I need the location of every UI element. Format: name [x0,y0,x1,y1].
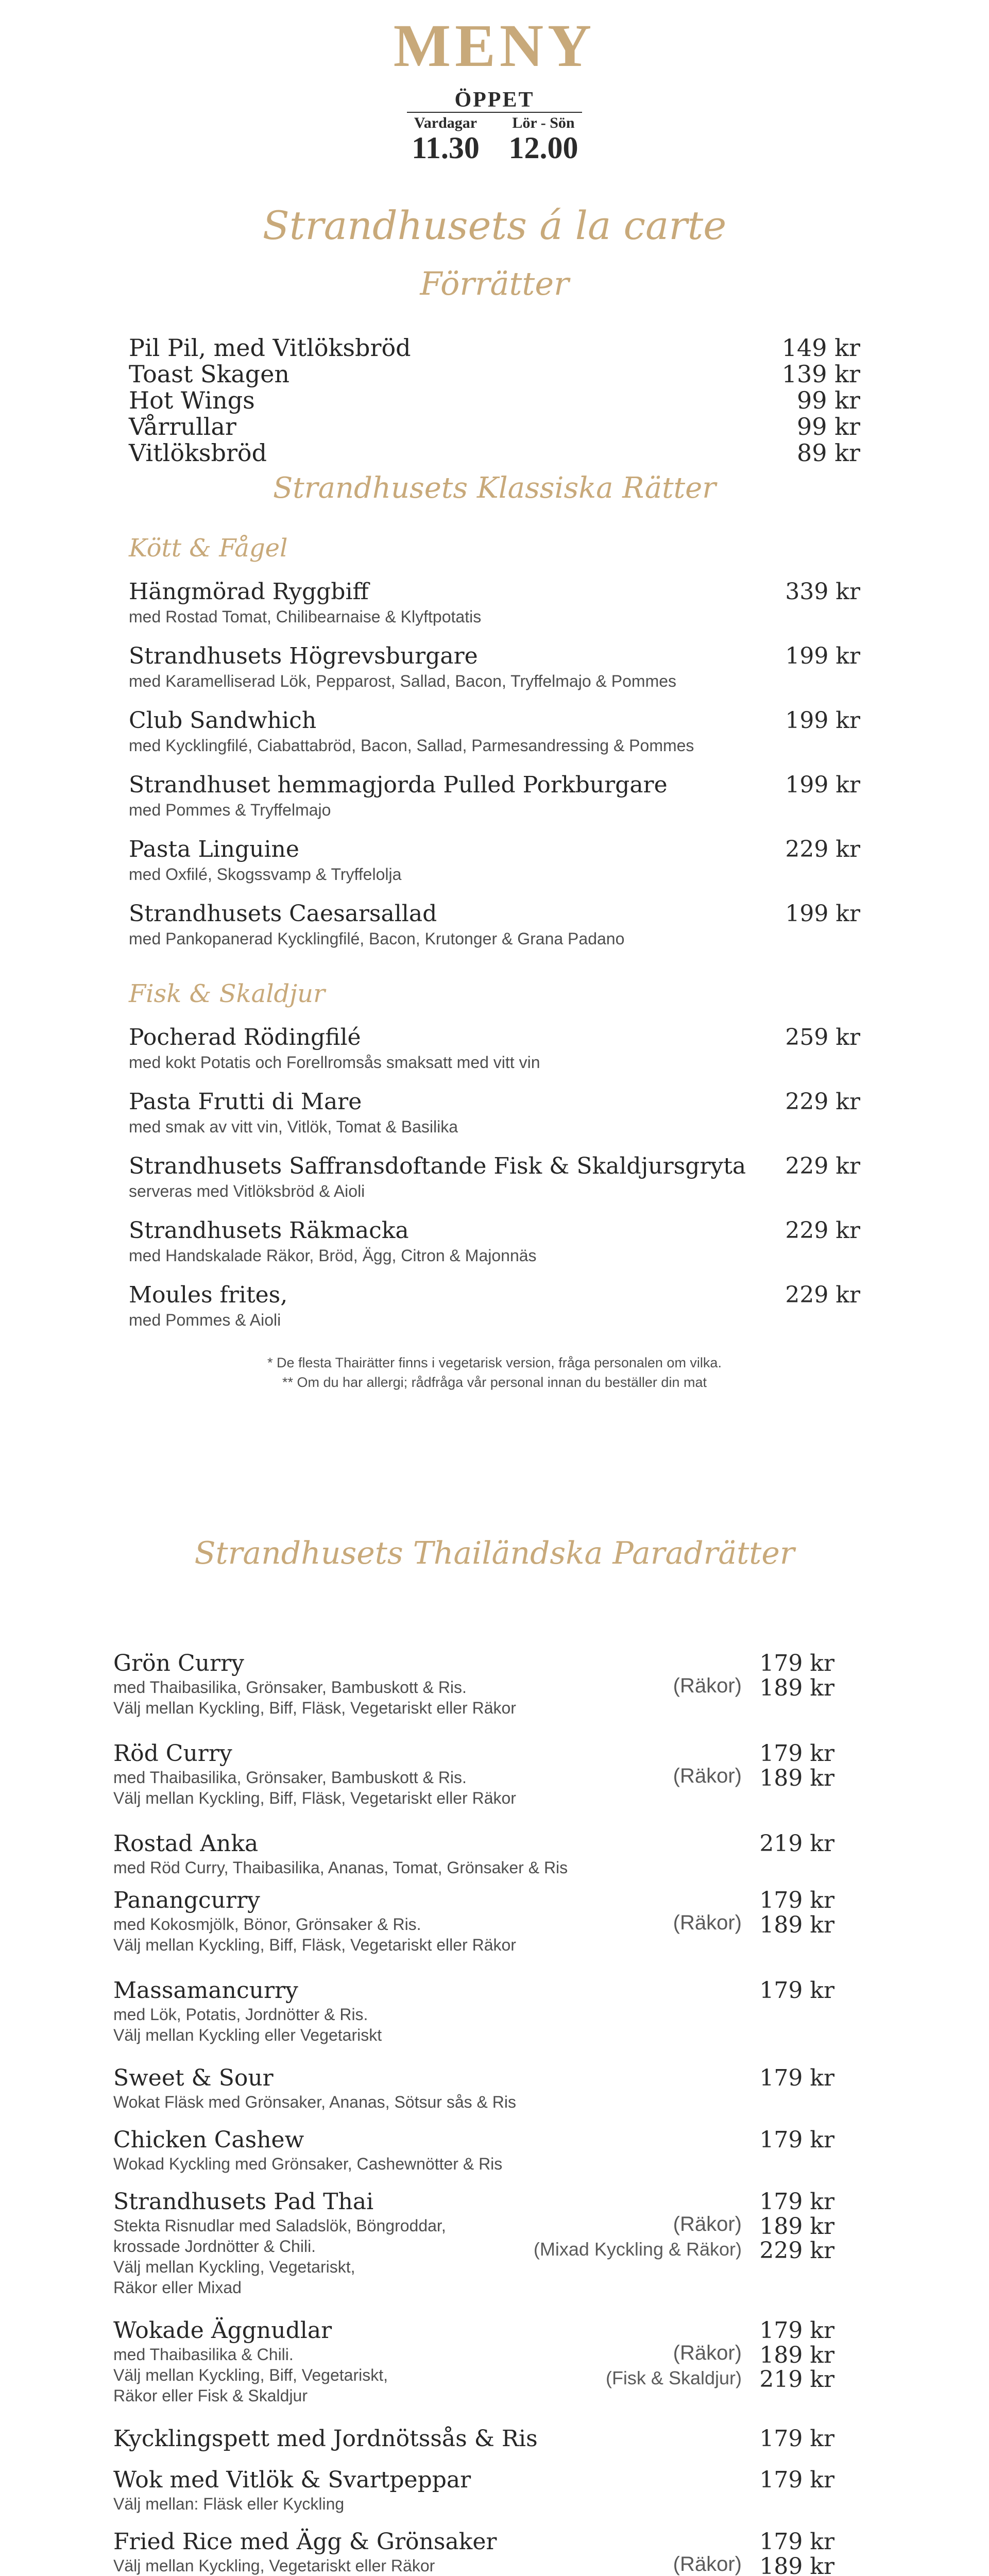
item-prices [759,2468,834,2493]
classic-heading: Strandhusets Klassiska Rätter [272,471,717,505]
item-name: Pil Pil, med Vitlöksbröd [129,334,411,362]
menu-item [113,2128,834,2179]
item-description: Välj mellan Kyckling, Biff, Fläsk, Vegetariskt eller Räkor [113,1789,516,1807]
menu-item [113,1888,834,1965]
price-note: (Räkor) [673,2213,742,2235]
menu-item [129,580,860,636]
item-description: med Pommes & Aioli [129,1311,281,1329]
list-item [129,414,860,440]
item-price: 189 kr [759,2342,834,2368]
item-name: Rostad Anka [113,1831,259,1857]
price-note: (Räkor) [673,1765,742,1787]
menu-item [129,1154,860,1211]
fish-heading: Fisk & Skaldjur [129,979,326,1008]
item-description: Välj mellan Kyckling, Biff, Vegetariskt, [113,2366,388,2384]
menu-item [113,1832,834,1883]
item-description: Räkor eller Fisk & Skaldjur [113,2386,308,2405]
item-description: serveras med Vitlöksbröd & Aioli [129,1182,365,1200]
item-price: 229 kr [785,1282,860,1308]
item-description: Wokad Kyckling med Grönsaker, Cashewnötter & Ris [113,2155,503,2173]
item-description: krossade Jordnötter & Chili. [113,2237,316,2256]
item-price: 179 kr [759,1650,834,1676]
item-price: 219 kr [759,2366,834,2393]
price-note: (Räkor) [673,2553,742,2575]
menu-item [129,1218,860,1275]
item-price: 179 kr [759,2317,834,2344]
weekdays-label: Vardagar [414,114,478,131]
item-price: 179 kr [759,2065,834,2091]
menu-item [129,902,860,958]
item-name: Club Sandwhich [129,707,317,734]
item-description: Räkor eller Mixad [113,2278,242,2297]
item-price: 199 kr [785,772,860,798]
menu-item [129,1025,860,1082]
item-description: med Handskalade Räkor, Bröd, Ägg, Citron & Majonnäs [129,1246,537,1265]
menu-item [113,2427,834,2458]
menu-item [113,1741,834,1819]
item-name: Toast Skagen [129,360,290,388]
item-name: Strandhusets Caesarsallad [129,901,437,927]
price-note: (Räkor) [673,2342,742,2364]
menu-item [129,1090,860,1146]
item-name: Grön Curry [113,1650,244,1676]
item-description: med Oxfilé, Skogssvamp & Tryffelolja [129,865,402,884]
item-name: Wok med Vitlök & Svartpeppar [113,2467,471,2493]
item-price: 179 kr [759,2426,834,2452]
item-price: 229 kr [759,2238,834,2264]
item-price: 229 kr [785,1153,860,1179]
item-description: med smak av vitt vin, Vitlök, Tomat & Basilika [129,1117,458,1136]
item-prices [759,2530,834,2576]
alacarte-heading: Strandhusets á la carte [262,202,727,248]
list-item [129,387,860,414]
item-prices [759,1978,834,2003]
price-note: (Räkor) [673,1674,742,1697]
item-description: med Röd Curry, Thaibasilika, Ananas, Tomat, Grönsaker & Ris [113,1858,568,1877]
item-name: Panangcurry [113,1887,260,1913]
menu-item [129,708,860,765]
item-description: Välj mellan Kyckling, Vegetariskt eller Räkor [113,2556,435,2575]
item-price: 229 kr [785,1089,860,1115]
item-name: Pasta Frutti di Mare [129,1089,362,1115]
item-description: med Kokosmjölk, Bönor, Grönsaker & Ris. [113,1915,421,1934]
item-name: Strandhuset hemmagjorda Pulled Porkburgare [129,772,668,798]
item-description: med Lök, Potatis, Jordnötter & Ris. [113,2005,368,2024]
item-prices [759,2318,834,2392]
footnote-allergy: ** Om du har allergi; rådfråga vår personal innan du beställer din mat [282,1375,707,1390]
item-name: Sweet & Sour [113,2065,274,2091]
item-name: Moules frites, [129,1282,288,1308]
item-name: Strandhusets Pad Thai [113,2189,374,2215]
item-name: Röd Curry [113,1740,232,1767]
item-price: 259 kr [785,1024,860,1050]
list-item [129,440,860,467]
footnote-vegetarian: * De flesta Thairätter finns i vegetarisk version, fråga personalen om vilka. [267,1355,722,1370]
item-description: med Pankopanerad Kycklingfilé, Bacon, Krutonger & Grana Padano [129,929,625,948]
item-description: Välj mellan Kyckling, Vegetariskt, [113,2258,355,2276]
item-prices [759,1651,834,1700]
menu-item [113,2468,834,2519]
item-name: Vitlöksbröd [129,439,267,467]
item-prices [759,1832,834,1856]
menu-item [113,2530,834,2576]
item-price: 189 kr [759,1765,834,1791]
item-description: med kokt Potatis och Forellromsås smaksatt med vitt vin [129,1053,540,1072]
menu-item [129,773,860,829]
menu-item [129,1283,860,1340]
item-price: 179 kr [759,2127,834,2153]
item-price: 229 kr [785,1217,860,1244]
item-name: Chicken Cashew [113,2127,304,2153]
item-name: Strandhusets Saffransdoftande Fisk & Skaldjursgryta [129,1153,746,1179]
item-description: med Thaibasilika, Grönsaker, Bambuskott & Ris. [113,1768,467,1787]
menu-item [129,644,860,701]
item-prices [759,2190,834,2263]
price-note: (Räkor) [673,1911,742,1934]
item-name: Hot Wings [129,386,255,414]
menu-item [113,1651,834,1728]
item-price: 219 kr [759,1831,834,1857]
item-prices [759,2066,834,2091]
list-item [129,361,860,388]
item-description: Välj mellan Kyckling, Biff, Fläsk, Vegetariskt eller Räkor [113,1699,516,1717]
item-price: 189 kr [759,2553,834,2576]
price-note: (Fisk & Skaldjur) [605,2367,742,2388]
item-description: med Thaibasilika & Chili. [113,2345,294,2364]
item-price: 149 kr [781,334,860,362]
item-description: Wokat Fläsk med Grönsaker, Ananas, Sötsur sås & Ris [113,2093,516,2111]
item-name: Pocherad Rödingfilé [129,1024,361,1050]
item-price: 339 kr [785,579,860,605]
hours-weekend [500,114,587,164]
item-description: med Pommes & Tryffelmajo [129,801,331,819]
item-prices [759,2427,834,2451]
item-name: Kycklingspett med Jordnötssås & Ris [113,2426,538,2452]
menu-item [129,837,860,894]
item-price: 139 kr [781,360,860,388]
item-price: 89 kr [796,439,860,467]
item-name: Wokade Äggnudlar [113,2317,332,2344]
item-name: Strandhusets Högrevsburgare [129,643,478,669]
item-description: med Karamelliserad Lök, Pepparost, Sallad, Bacon, Tryffelmajo & Pommes [129,672,677,690]
item-price: 199 kr [785,901,860,927]
item-name: Fried Rice med Ägg & Grönsaker [113,2529,497,2555]
item-name: Massamancurry [113,1977,298,2004]
item-price: 179 kr [759,2189,834,2215]
item-price: 179 kr [759,1740,834,1767]
price-note: (Mixad Kyckling & Räkor) [533,2239,742,2260]
menu-item [113,2318,834,2416]
menu-item [113,2066,834,2117]
item-price: 99 kr [796,386,860,414]
item-description: Välj mellan Kyckling eller Vegetariskt [113,2026,382,2044]
item-price: 99 kr [796,413,860,440]
weekdays-time: 11.30 [412,131,480,165]
item-price: 179 kr [759,1887,834,1913]
item-description: med Rostad Tomat, Chilibearnaise & Klyftpotatis [129,607,482,626]
item-description: med Thaibasilika, Grönsaker, Bambuskott & Ris. [113,1678,467,1697]
item-prices [759,2128,834,2153]
opening-hours-title: ÖPPET [454,88,535,112]
item-price: 179 kr [759,2467,834,2493]
item-price: 199 kr [785,707,860,734]
item-name: Pasta Linguine [129,836,299,862]
item-price: 189 kr [759,2213,834,2240]
thai-heading: Strandhusets Thailändska Paradrätter [194,1535,795,1571]
item-price: 179 kr [759,1977,834,2004]
item-name: Strandhusets Räkmacka [129,1217,409,1244]
item-prices [759,1741,834,1790]
item-description: Stekta Risnudlar med Saladslök, Böngroddar, [113,2216,446,2235]
item-description: Välj mellan Kyckling, Biff, Fläsk, Vegetariskt eller Räkor [113,1936,516,1954]
item-description: med Kycklingfilé, Ciabattabröd, Bacon, Sallad, Parmesandressing & Pommes [129,736,694,755]
item-price: 189 kr [759,1674,834,1701]
item-description: Välj mellan: Fläsk eller Kyckling [113,2495,345,2513]
menu-item [113,2190,834,2308]
item-name: Vårrullar [129,413,236,440]
weekend-label: Lör - Sön [512,114,575,131]
list-item [129,335,860,362]
item-price: 179 kr [759,2529,834,2555]
menu-item [113,1978,834,2056]
starters-heading: Förrätter [420,265,569,302]
opening-hours [402,114,587,164]
hours-weekdays [402,114,489,164]
divider [407,112,582,113]
menu-title: MENY [393,12,596,79]
meat-heading: Kött & Fågel [129,534,288,563]
item-price: 189 kr [759,1911,834,1938]
weekend-time: 12.00 [508,131,578,165]
item-name: Hängmörad Ryggbiff [129,579,369,605]
item-prices [759,1888,834,1937]
item-price: 229 kr [785,836,860,862]
item-price: 199 kr [785,643,860,669]
